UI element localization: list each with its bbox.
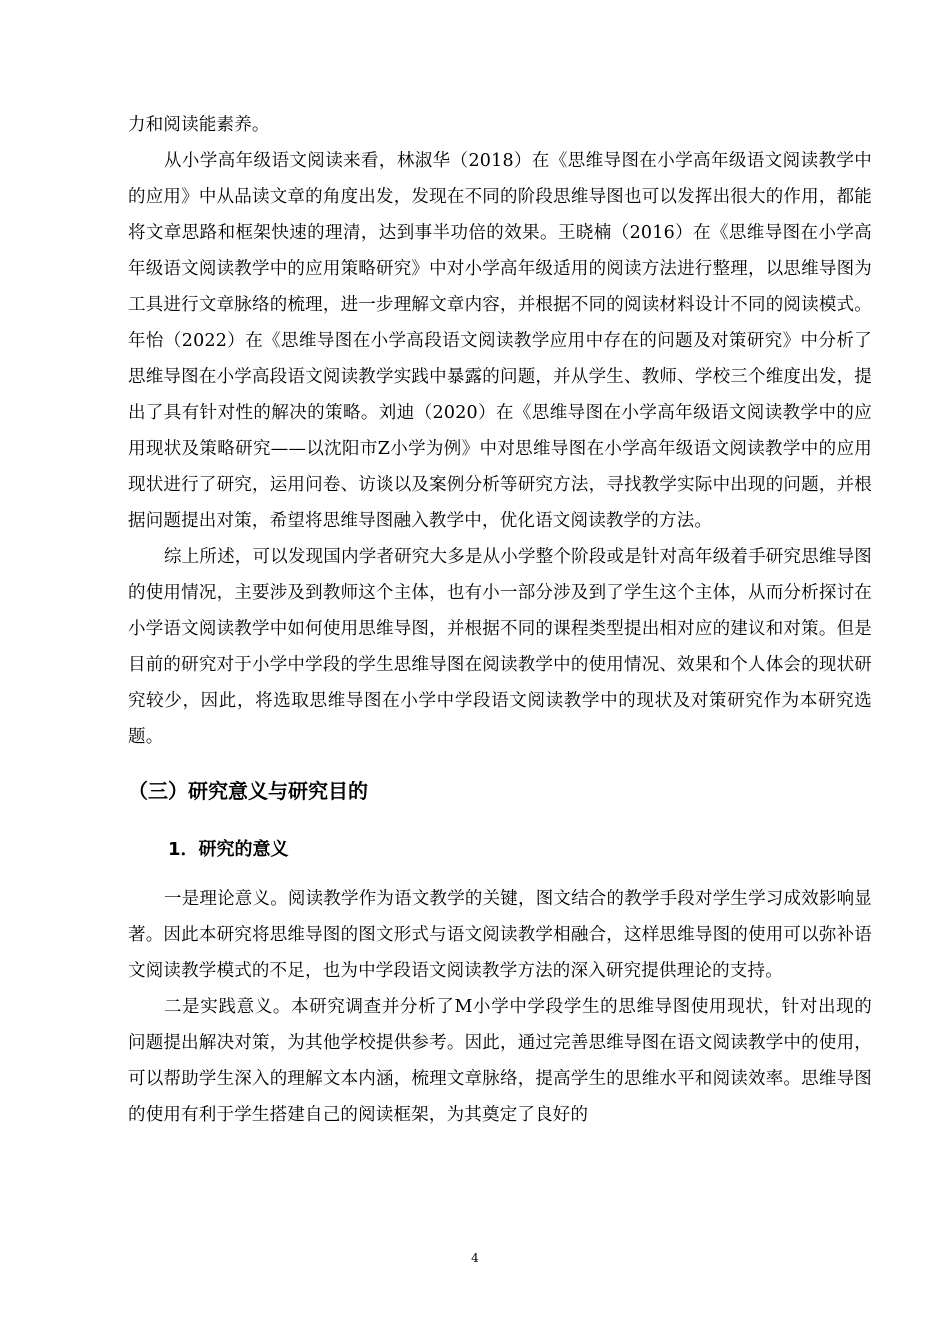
subsection-heading: 1．研究的意义: [168, 839, 289, 860]
document-page: [128, 107, 872, 1133]
paragraph-continuation: 力和阅读能素养。: [128, 115, 270, 135]
paragraph-theoretical-significance: 一是理论意义。阅读教学作为语文教学的关键，图文结合的教学手段对学生学习成效影响显著。因此本研究将思维导图的图文形式与语文阅读教学相融合，这样思维导图的使用可以弥补语文阅读教学模式的不足，也为中学段语文阅读教学方法的深入研究提供理论的支持。: [128, 889, 872, 981]
section-heading: （三）研究意义与研究目的: [128, 779, 368, 803]
page-number: 4: [471, 1251, 479, 1265]
paragraph-literature-senior-grades: 从小学高年级语文阅读来看，林淑华（2018）在《思维导图在小学高年级语文阅读教学中的应用》中从品读文章的角度出发，发现在不同的阶段思维导图也可以发挥出很大的作用，都能将文章思路和框架快速的理清，达到事半功倍的效果。王晓楠（2016）在《思维导图在小学高年级语文阅读教学中的应用策略研究》中对小学高年级适用的阅读方法进行整理，以思维导图为工具进行文章脉络的梳理，进一步理解文章内容，并根据不同的阅读材料设计不同的阅读模式。年怡（2022）在《思维导图在小学高段语文阅读教学应用中存在的问题及对策研究》中分析了思维导图在小学高段语文阅读教学实践中暴露的问题，并从学生、教师、学校三个维度出发，提出了具有针对性的解决的策略。刘迪（2020）在《思维导图在小学高年级语文阅读教学中的应用现状及策略研究——以沈阳市Z小学为例》中对思维导图在小学高年级语文阅读教学中的应用现状进行了研究，运用问卷、访谈以及案例分析等研究方法，寻找教学实际中出现的问题，并根据问题提出对策，希望将思维导图融入教学中，优化语文阅读教学的方法。: [128, 151, 872, 531]
paragraph-practical-significance: 二是实践意义。本研究调查并分析了M小学中学段学生的思维导图使用现状，针对出现的问题提出解决对策，为其他学校提供参考。因此，通过完善思维导图在语文阅读教学中的使用，可以帮助学生深入的理解文本内涵，梳理文章脉络，提高学生的思维水平和阅读效率。思维导图的使用有利于学生搭建自己的阅读框架，为其奠定了良好的: [128, 997, 872, 1125]
paragraph-summary: 综上所述，可以发现国内学者研究大多是从小学整个阶段或是针对高年级着手研究思维导图的使用情况，主要涉及到教师这个主体，也有小一部分涉及到了学生这个主体，从而分析探讨在小学语文阅读教学中如何使用思维导图，并根据不同的课程类型提出相对应的建议和对策。但是目前的研究对于小学中学段的学生思维导图在阅读教学中的使用情况、效果和个人体会的现状研究较少，因此，将选取思维导图在小学中学段语文阅读教学中的现状及对策研究作为本研究选题。: [128, 547, 872, 747]
